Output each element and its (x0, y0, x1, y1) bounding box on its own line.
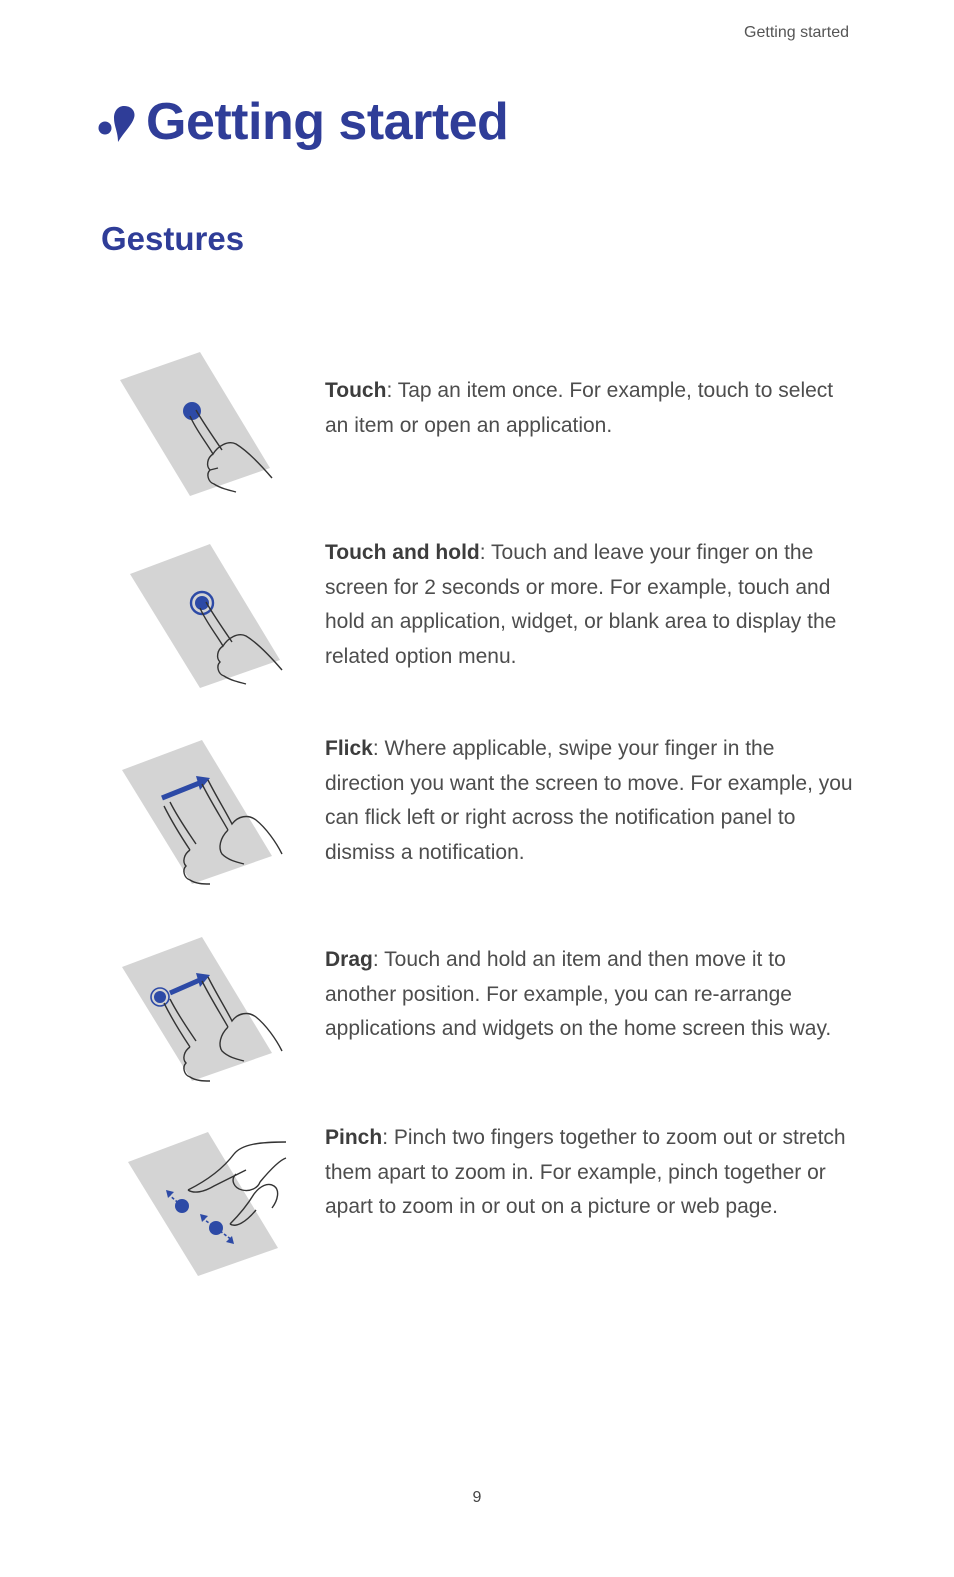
gesture-description (325, 1121, 855, 1225)
droplet-icon (94, 100, 138, 144)
chapter-title: Getting started (146, 93, 509, 151)
section-title: Gestures (101, 220, 245, 257)
gesture-text: : Where applicable, swipe your finger in the direction you want the screen to move. For example, you can flick left or right across the notification panel to dismiss a notification. (325, 737, 853, 864)
gesture-term: Touch and hold (325, 541, 480, 564)
gesture-description (325, 374, 855, 443)
running-header: Getting started (744, 24, 849, 41)
gesture-description (325, 732, 855, 870)
page-number: 9 (472, 1489, 482, 1506)
pinch-gesture-icon (110, 1130, 300, 1290)
chapter-heading (94, 92, 508, 152)
gesture-text: : Touch and hold an item and then move it to another position. For example, you can re-arrange applications and widgets on the home screen this way. (325, 948, 832, 1040)
gesture-description (325, 536, 855, 674)
gesture-term: Drag (325, 948, 373, 971)
gesture-text: : Tap an item once. For example, touch to select an item or open an application. (325, 379, 834, 437)
touch-gesture-icon (110, 350, 300, 510)
gesture-text: : Touch and leave your finger on the screen for 2 seconds or more. For example, touch and hold an application, widget, or blank area to display the related option menu. (325, 541, 837, 668)
flick-gesture-icon (110, 738, 300, 898)
touch-and-hold-gesture-icon (110, 542, 300, 702)
gesture-term: Touch (325, 379, 387, 402)
gesture-text: : Pinch two fingers together to zoom out or stretch them apart to zoom in. For example, pinch together or apart to zoom in or out on a picture or web page. (325, 1126, 846, 1218)
gesture-term: Flick (325, 737, 373, 760)
gesture-description (325, 943, 855, 1047)
gesture-term: Pinch (325, 1126, 383, 1149)
drag-gesture-icon (110, 935, 300, 1095)
